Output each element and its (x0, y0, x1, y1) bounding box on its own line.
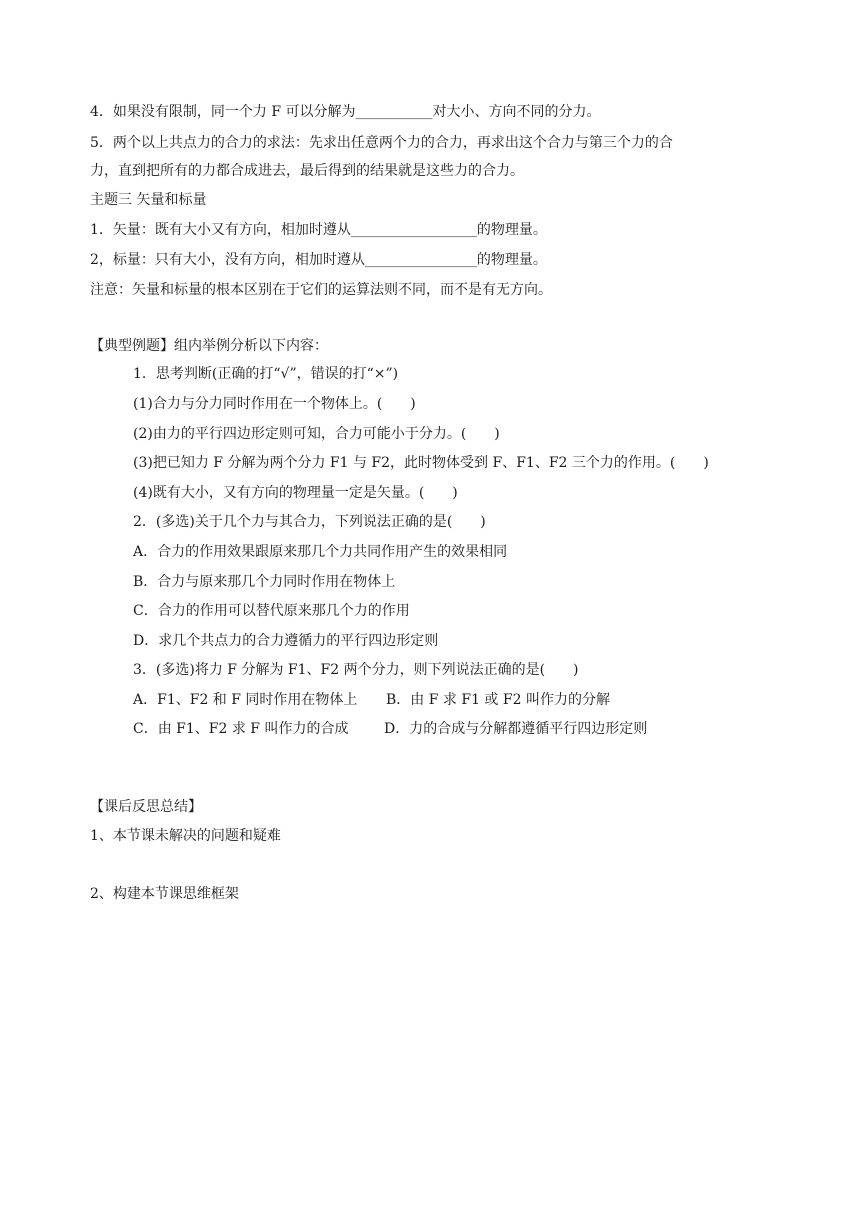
question-2: 2．(多选)关于几个力与其合力，下列说法正确的是( ) (133, 514, 486, 530)
question-3-option-c: C．由 F1、F2 求 F 叫作力的合成 (133, 721, 349, 737)
theme3-title: 主题三 矢量和标量 (90, 192, 207, 208)
text-line-5-continued: 力，直到把所有的力都合成进去，最后得到的结果就是这些力的合力。 (90, 163, 524, 179)
question-1-2: (2)由力的平行四边形定则可知，合力可能小于分力。( ) (133, 426, 500, 442)
question-2-option-d: D．求几个共点力的合力遵循力的平行四边形定则 (133, 633, 439, 649)
question-1-4: (4)既有大小，又有方向的物理量一定是矢量。( ) (133, 485, 458, 501)
question-3-option-b: B．由 F 求 F1 或 F2 叫作力的分解 (386, 692, 610, 708)
question-3: 3．(多选)将力 F 分解为 F1、F2 两个分力，则下列说法正确的是( ) (133, 662, 579, 678)
reflection-heading: 【课后反思总结】 (90, 799, 202, 815)
reflection-item-1: 1、本节课未解决的问题和疑难 (90, 828, 281, 844)
scalar-definition: 2，标量：只有大小，没有方向，相加时遵从________________的物理量。 (90, 252, 547, 268)
question-2-option-c: C．合力的作用可以替代原来那几个力的作用 (133, 603, 410, 619)
note-line: 注意：矢量和标量的根本区别在于它们的运算法则不同，而不是有无方向。 (90, 282, 552, 298)
question-1-3: (3)把已知力 F 分解为两个分力 F1 与 F2，此时物体受到 F、F1、F2 三个力的作用。( ) (133, 455, 709, 471)
vector-definition: 1．矢量：既有大小又有方向，相加时遵从__________________的物理量。 (90, 222, 547, 238)
question-3-option-a: A．F1、F2 和 F 同时作用在物体上 (133, 692, 358, 708)
question-1: 1．思考判断(正确的打“√”，错误的打“×”) (133, 366, 399, 382)
text-line-5: 5．两个以上共点力的合力的求法：先求出任意两个力的合力，再求出这个合力与第三个力的合 (90, 135, 673, 151)
question-2-option-b: B．合力与原来那几个力同时作用在物体上 (133, 574, 396, 590)
examples-heading: 【典型例题】组内举例分析以下内容： (90, 338, 328, 354)
question-3-option-d: D．力的合成与分解都遵循平行四边形定则 (384, 721, 648, 737)
reflection-item-2: 2、构建本节课思维框架 (90, 886, 239, 902)
question-1-1: (1)合力与分力同时作用在一个物体上。( ) (133, 396, 416, 412)
question-2-option-a: A．合力的作用效果跟原来那几个力共同作用产生的效果相同 (133, 544, 508, 560)
text-line-4: 4．如果没有限制，同一个力 F 可以分解为___________对大小、方向不同的分力。 (90, 104, 601, 120)
